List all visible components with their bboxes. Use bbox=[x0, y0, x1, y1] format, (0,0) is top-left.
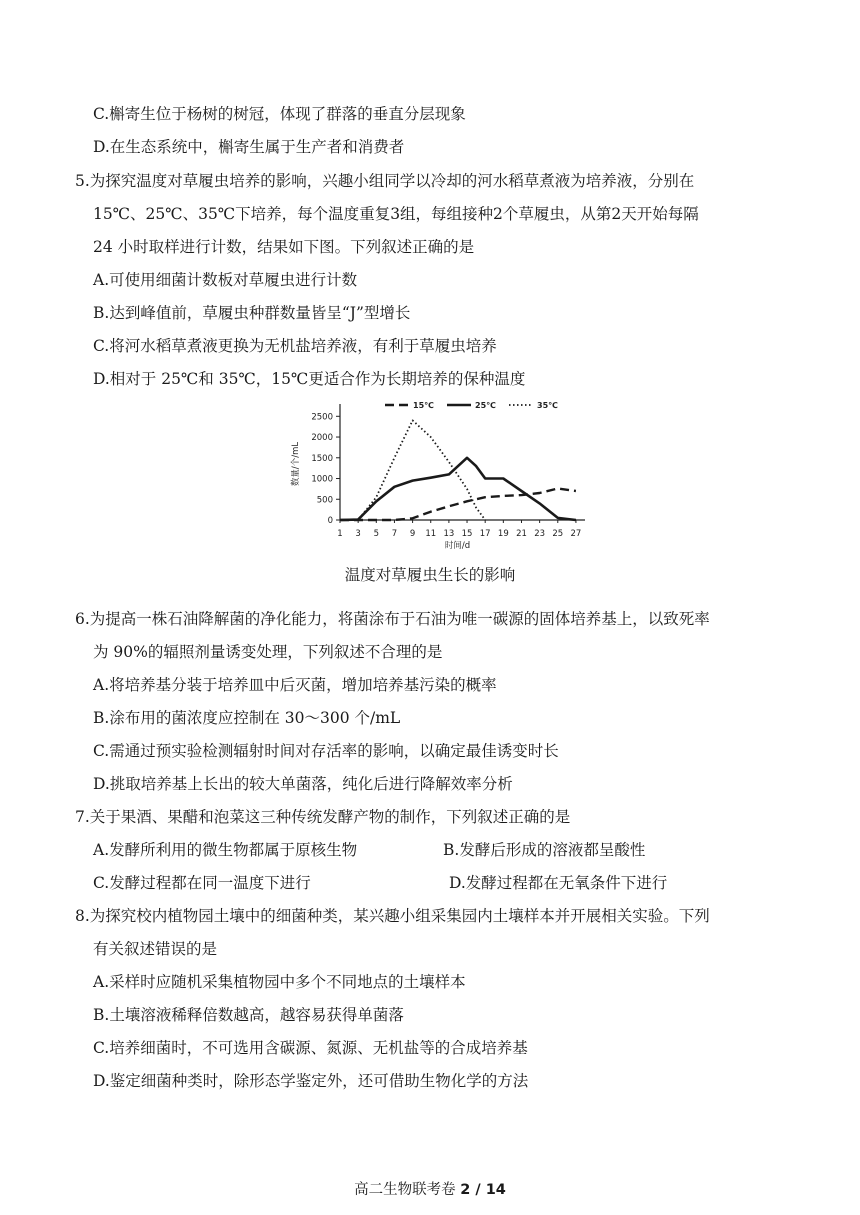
legend-label: 15℃ bbox=[413, 401, 434, 410]
q7-option-b: B.发酵后形成的溶液都呈酸性 bbox=[443, 841, 646, 859]
q5-stem-line2: 15℃、25℃、35℃下培养，每个温度重复3组，每组接种2个草履虫，从第2天开始每隔 bbox=[93, 205, 699, 223]
series-line-dotted bbox=[340, 420, 485, 520]
q6-option-b: B.涂布用的菌浓度应控制在 30～300 个/mL bbox=[93, 709, 401, 727]
x-tick-label: 3 bbox=[355, 529, 361, 539]
x-tick-label: 5 bbox=[373, 529, 380, 539]
x-tick-label: 27 bbox=[570, 529, 582, 539]
q7-option-a: A.发酵所利用的微生物都属于原核生物 bbox=[93, 841, 358, 859]
x-tick-label: 9 bbox=[409, 529, 416, 539]
y-tick-label: 1000 bbox=[311, 474, 333, 485]
q8-option-b: B.土壤溶液稀释倍数越高，越容易获得单菌落 bbox=[93, 1006, 404, 1024]
q6-option-d: D.挑取培养基上长出的较大单菌落，纯化后进行降解效率分析 bbox=[93, 775, 513, 793]
paramecium-growth-chart bbox=[270, 392, 600, 560]
y-tick-label: 500 bbox=[316, 495, 333, 506]
q5-option-a: A.可使用细菌计数板对草履虫进行计数 bbox=[93, 271, 358, 289]
x-tick-label: 11 bbox=[425, 529, 437, 539]
x-tick-label: 17 bbox=[479, 529, 491, 539]
q6-stem-line1: 6.为提高一株石油降解菌的净化能力，将菌涂布于石油为唯一碳源的固体培养基上，以致死率 bbox=[75, 610, 710, 628]
q5-stem-line1: 5.为探究温度对草履虫培养的影响，兴趣小组同学以冷却的河水稻草煮液为培养液，分别在 bbox=[75, 172, 695, 190]
x-axis-label: 时间/d bbox=[444, 541, 471, 551]
q5-option-c: C.将河水稻草煮液更换为无机盐培养液，有利于草履虫培养 bbox=[93, 337, 497, 355]
q4-option-d: D.在生态系统中，槲寄生属于生产者和消费者 bbox=[93, 138, 405, 156]
y-tick-label: 2000 bbox=[311, 433, 333, 444]
page-number: 2 / 14 bbox=[460, 1182, 506, 1198]
q7-stem: 7.关于果酒、果醋和泡菜这三种传统发酵产物的制作，下列叙述正确的是 bbox=[75, 808, 571, 826]
q7-option-d: D.发酵过程都在无氧条件下进行 bbox=[449, 874, 668, 892]
series-line-solid bbox=[340, 458, 576, 520]
x-tick-label: 1 bbox=[337, 529, 343, 539]
x-tick-label: 21 bbox=[516, 529, 527, 539]
q8-stem-line1: 8.为探究校内植物园土壤中的细菌种类，某兴趣小组采集园内土壤样本并开展相关实验。下列 bbox=[75, 907, 710, 925]
legend-label: 25℃ bbox=[475, 401, 496, 410]
q8-option-c: C.培养细菌时，不可选用含碳源、氮源、无机盐等的合成培养基 bbox=[93, 1039, 528, 1057]
q6-option-c: C.需通过预实验检测辐射时间对存活率的影响，以确定最佳诱变时长 bbox=[93, 742, 559, 760]
q8-option-a: A.采样时应随机采集植物园中多个不同地点的土壤样本 bbox=[93, 973, 466, 991]
x-tick-label: 13 bbox=[443, 529, 455, 539]
q7-option-c: C.发酵过程都在同一温度下进行 bbox=[93, 874, 311, 892]
page-footer bbox=[0, 1181, 860, 1199]
q5-stem-line3: 24 小时取样进行计数，结果如下图。下列叙述正确的是 bbox=[93, 238, 475, 256]
x-tick-label: 19 bbox=[497, 529, 509, 539]
x-tick-label: 25 bbox=[552, 529, 564, 539]
y-tick-label: 0 bbox=[327, 516, 333, 526]
footer-title: 高二生物联考卷 bbox=[354, 1182, 456, 1198]
y-tick-label: 2500 bbox=[311, 412, 333, 423]
q5-option-b: B.达到峰值前，草履虫种群数量皆呈“J”型增长 bbox=[93, 304, 411, 322]
figure-caption: 温度对草履虫生长的影响 bbox=[344, 566, 516, 584]
q4-option-c: C.槲寄生位于杨树的树冠，体现了群落的垂直分层现象 bbox=[93, 105, 466, 123]
y-axis-label: 数量/个/mL bbox=[291, 441, 301, 487]
q5-option-d: D.相对于 25℃和 35℃，15℃更适合作为长期培养的保种温度 bbox=[93, 370, 526, 388]
q8-option-d: D.鉴定细菌种类时，除形态学鉴定外，还可借助生物化学的方法 bbox=[93, 1072, 529, 1090]
x-tick-label: 7 bbox=[391, 529, 398, 539]
x-tick-label: 23 bbox=[534, 529, 546, 539]
x-tick-label: 15 bbox=[461, 529, 473, 539]
q6-option-a: A.将培养基分装于培养皿中后灭菌，增加培养基污染的概率 bbox=[93, 676, 497, 694]
y-tick-label: 1500 bbox=[311, 453, 333, 464]
legend-label: 35℃ bbox=[537, 401, 558, 410]
q6-stem-line2: 为 90%的辐照剂量诱变处理，下列叙述不合理的是 bbox=[93, 643, 443, 661]
q8-stem-line2: 有关叙述错误的是 bbox=[93, 940, 218, 958]
